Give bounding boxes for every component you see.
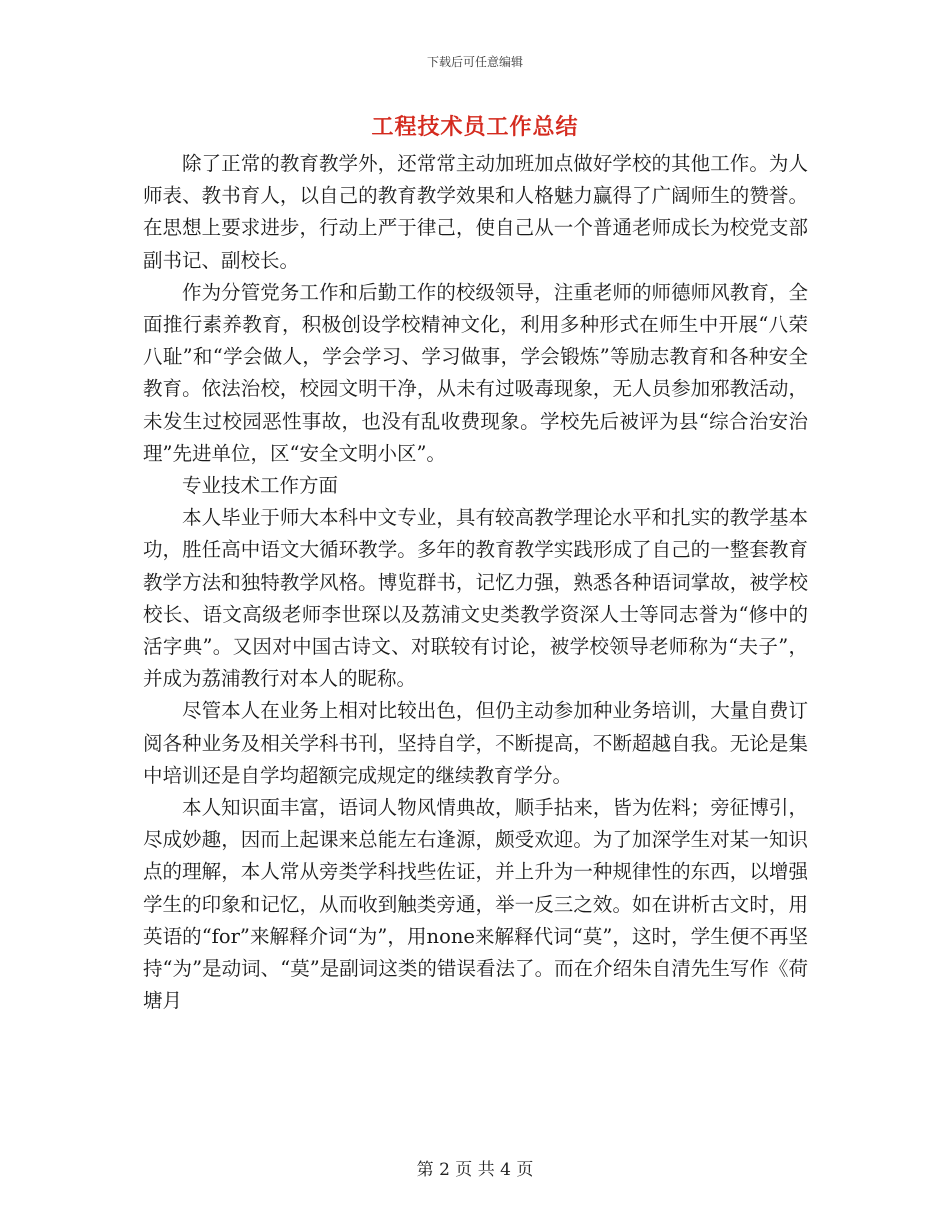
header-note: 下载后可任意编辑 [426,55,523,69]
document-body [143,148,808,1017]
paragraph: 本人毕业于师大本科中文专业，具有较高教学理论水平和扎实的教学基本功，胜任高中语文大循环教学。多年的教育教学实践形成了自己的一整套教育教学方法和独特教学风格。博览群书，记忆力强，熟悉各种语词掌故，被学校校长、语文高级老师李世琛以及荔浦文史类教学资深人士等同志誉为“修中的活字典”。又因对中国古诗文、对联较有讨论，被学校领导老师称为“夫子”，并成为荔浦教行对本人的昵称。 [143,506,808,691]
section-heading: 专业技术工作方面 [182,474,339,498]
document-title: 工程技术员工作总结 [371,114,579,140]
page-number: 第 2 页 共 4 页 [416,1160,534,1180]
paragraph: 本人知识面丰富，语词人物风情典故，顺手拈来，皆为佐料；旁征博引，尽成妙趣，因而上起课来总能左右逢源，颇受欢迎。为了加深学生对某一知识点的理解，本人常从旁类学科找些佐证，并上升为一种规律性的东西，以增强学生的印象和记忆，从而收到触类旁通，举一反三之效。如在讲析古文时，用英语的“for”来解释介词“为”，用none来解释代词“莫”，这时，学生便不再坚持“为”是动词、“莫”是副词这类的错误看法了。而在介绍朱自清先生写作《荷塘月 [143,796,808,1013]
paragraph: 除了正常的教育教学外，还常常主动加班加点做好学校的其他工作。为人师表、教书育人，以自己的教育教学效果和人格魅力赢得了广阔师生的赞誉。在思想上要求进步，行动上严于律己，使自己从一个普通老师成长为校党支部副书记、副校长。 [143,152,808,272]
paragraph: 作为分管党务工作和后勤工作的校级领导，注重老师的师德师风教育，全面推行素养教育，积极创设学校精神文化，利用多种形式在师生中开展“八荣八耻”和“学会做人，学会学习、学习做事，学会锻炼”等励志教育和各种安全教育。依法治校，校园文明干净，从未有过吸毒现象，无人员参加邪教活动，未发生过校园恶性事故，也没有乱收费现象。学校先后被评为县“综合治安治理”先进单位，区“安全文明小区”。 [143,280,808,465]
paragraph: 尽管本人在业务上相对比较出色，但仍主动参加种业务培训，大量自费订阅各种业务及相关学科书刊，坚持自学，不断提高，不断超越自我。无论是集中培训还是自学均超额完成规定的继续教育学分。 [143,699,808,787]
